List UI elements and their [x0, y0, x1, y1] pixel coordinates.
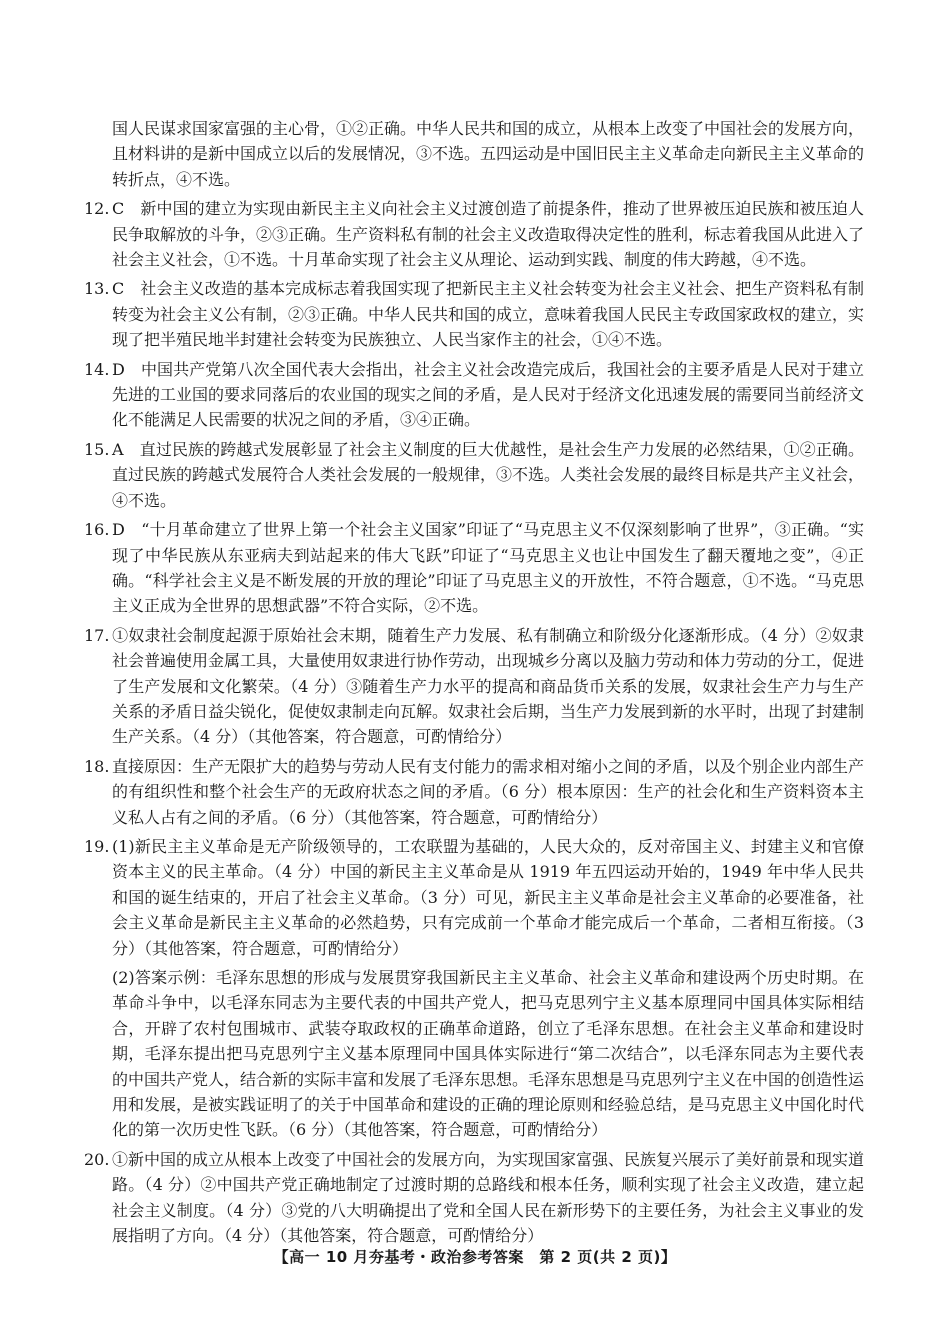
answer-number: 17. [84, 625, 110, 645]
answer-number: 12. [84, 199, 110, 219]
answer-number: 19. [84, 836, 110, 856]
answer-text: (2)答案示例：毛泽东思想的形成与发展贯穿我国新民主主义革命、社会主义革命和建设两个历史时期。在革命斗争中，以毛泽东同志为主要代表的中国共产党人，把马克思列宁主义基本原理同中国具体实际相结合，开辟了农村包围城市、武装夺取政权的正确革命道路，创立了毛泽东思想。在社会主义革命和建设时期，毛泽东提出把马克思列宁主义基本原理同中国具体实际进行“第二次结合”，以毛泽东同志为主要代表的中国共产党人，结合新的实际丰富和发展了毛泽东思想。毛泽东思想是马克思列宁主义在中国的创造性运用和发展，是被实践证明了的关于中国革命和建设的正确的理论原则和经验总结，是马克思主义中国化时代化的第一次历史性飞跃。（6 分）（其他答案，符合题意，可酌情给分） [112, 968, 865, 1140]
answer-text: A 直过民族的跨越式发展彰显了社会主义制度的巨大优越性，是社会生产力发展的必然结果，①②正确。直过民族的跨越式发展符合人类社会发展的一般规律，③不选。人类社会发展的最终目标是共产主义社会，④不选。 [112, 439, 865, 510]
answer-number: 18. [84, 756, 110, 776]
answer-19-part-2 [84, 965, 864, 1143]
answer-text: 国人民谋求国家富强的主心骨，①②正确。中华人民共和国的成立，从根本上改变了中国社会的发展方向，且材料讲的是新中国成立以后的发展情况，③不选。五四运动是中国旧民主主义革命走向新民主主义革命的转折点，④不选。 [112, 119, 865, 189]
answer-15 [84, 437, 864, 513]
answer-number: 15. [84, 439, 110, 459]
answer-11-continuation [84, 116, 864, 192]
answer-text: D “十月革命建立了世界上第一个社会主义国家”印证了“马克思主义不仅深刻影响了世界”，③正确。“实现了中华民族从东亚病夫到站起来的伟大飞跃”印证了“马克思主义也让中国发生了翻天覆地之变”，④正确。“科学社会主义是不断发展的开放的理论”印证了马克思主义的开放性，不符合题意，①不选。“马克思主义正成为全世界的思想武器”不符合实际，②不选。 [112, 520, 864, 616]
answer-18 [84, 754, 864, 830]
answer-14 [84, 357, 864, 433]
answer-20 [84, 1147, 864, 1249]
answer-number: 20. [84, 1149, 110, 1169]
page-footer: 【高一 10 月夯基考・政治参考答案 第 2 页(共 2 页)】 [273, 1248, 677, 1266]
answer-17 [84, 623, 864, 750]
answer-text: C 社会主义改造的基本完成标志着我国实现了把新民主主义社会转变为社会主义社会、把生产资料私有制转变为社会主义公有制，②③正确。中华人民共和国的成立，意味着我国人民民主专政国家政权的建立，实现了把半殖民地半封建社会转变为民族独立、人民当家作主的社会，①④不选。 [112, 279, 865, 350]
answer-text: ①奴隶社会制度起源于原始社会末期，随着生产力发展、私有制确立和阶级分化逐渐形成。（4 分）②奴隶社会普遍使用金属工具，大量使用奴隶进行协作劳动，出现城乡分离以及脑力劳动和体力劳动的分工，促进了生产发展和文化繁荣。（4 分）③随着生产力水平的提高和商品货币关系的发展，奴隶社会生产力与生产关系的矛盾日益尖锐化，促使奴隶制走向瓦解。奴隶社会后期，当生产力发展到新的水平时，出现了封建制生产关系。（4 分）（其他答案，符合题意，可酌情给分） [112, 625, 865, 747]
answer-text: ①新中国的成立从根本上改变了中国社会的发展方向，为实现国家富强、民族复兴展示了美好前景和现实道路。（4 分）②中国共产党正确地制定了过渡时期的总路线和根本任务，顺利实现了社会主义改造，建立起社会主义制度。（4 分）③党的八大明确提出了党和全国人民在新形势下的主要任务，为社会主义事业的发展指明了方向。（4 分）（其他答案，符合题意，可酌情给分） [112, 1149, 865, 1246]
answer-number: 13. [84, 279, 110, 299]
answer-content [84, 116, 864, 1252]
answer-text: D 中国共产党第八次全国代表大会指出，社会主义社会改造完成后，我国社会的主要矛盾是人民对于建立先进的工业国的要求同落后的农业国的现实之间的矛盾，是人民对于经济文化迅速发展的需要同当前经济文化不能满足人民需要的状况之间的矛盾，③④正确。 [112, 359, 865, 430]
answer-number: 14. [84, 359, 110, 379]
answer-19-part-1 [84, 834, 864, 961]
answer-16 [84, 517, 864, 619]
answer-text: 直接原因：生产无限扩大的趋势与劳动人民有支付能力的需求相对缩小之间的矛盾，以及个别企业内部生产的有组织性和整个社会生产的无政府状态之间的矛盾。（6 分）根本原因：生产的社会化和生产资料资本主义私人占有之间的矛盾。（6 分）（其他答案，符合题意，可酌情给分） [112, 756, 865, 827]
answer-number: 16. [84, 520, 110, 540]
answer-13 [84, 276, 864, 352]
answer-text: (1)新民主主义革命是无产阶级领导的，工农联盟为基础的，人民大众的，反对帝国主义、封建主义和官僚资本主义的民主革命。（4 分）中国的新民主主义革命是从 1919 年五四运动开始的，1949 年中华人民共和国的诞生结束的，开启了社会主义革命。（3 分）可见，新民主主义革命是社会主义革命的必要准备，社会主义革命是新民主主义革命的必然趋势，只有完成前一个革命才能完成后一个革命，二者相互衔接。（3 分）（其他答案，符合题意，可酌情给分） [112, 836, 864, 958]
answer-12 [84, 196, 864, 272]
answer-text: C 新中国的建立为实现由新民主主义向社会主义过渡创造了前提条件，推动了世界被压迫民族和被压迫人民争取解放的斗争，②③正确。生产资料私有制的社会主义改造取得决定性的胜利，标志着我国从此进入了社会主义社会，①不选。十月革命实现了社会主义从理论、运动到实践、制度的伟大跨越，④不选。 [112, 199, 865, 270]
